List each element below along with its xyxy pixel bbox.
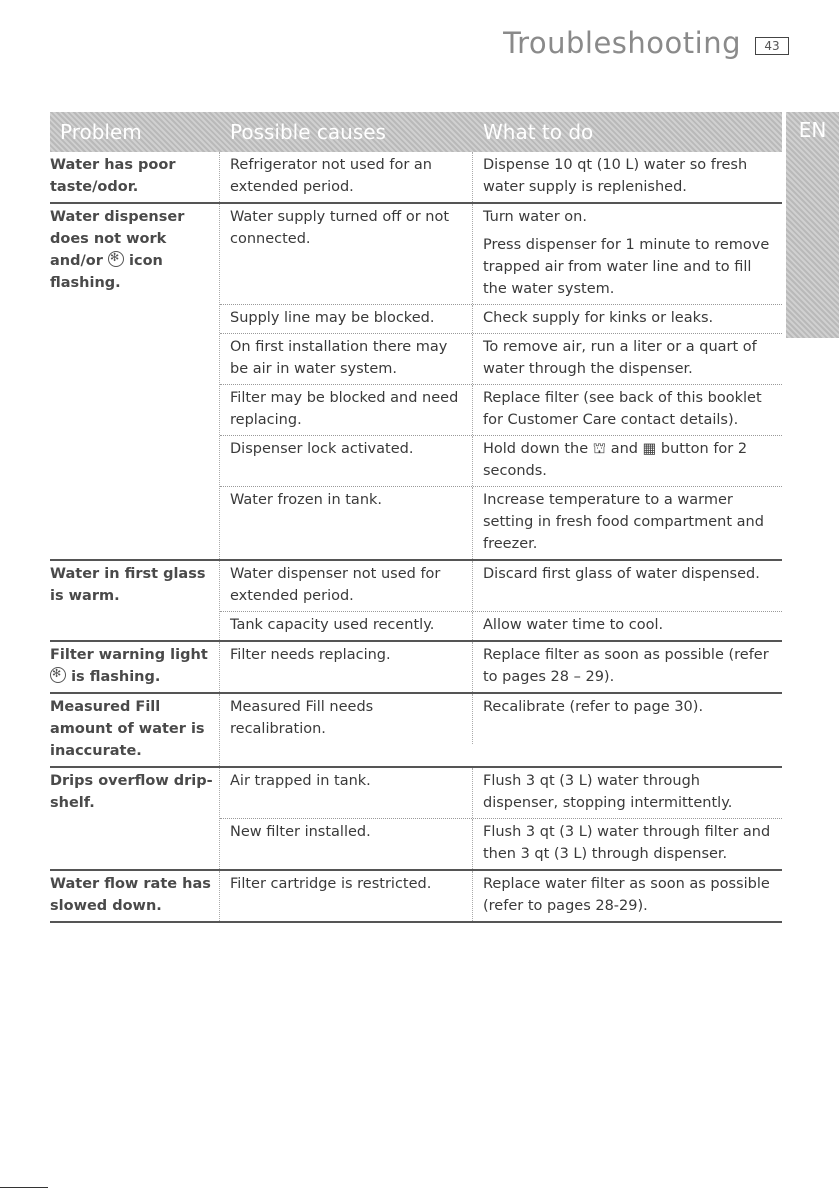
problem-text: Drips overflow drip-shelf. bbox=[50, 773, 213, 811]
cause-cell: Air trapped in tank. bbox=[220, 768, 473, 818]
cause-list bbox=[220, 561, 782, 640]
problem-cell bbox=[50, 694, 220, 766]
action-text: Hold down the ⛫ and ▦ button for 2 seconds. bbox=[483, 441, 748, 479]
problem-cell bbox=[50, 152, 220, 202]
action-cell bbox=[473, 487, 782, 559]
cause-cell: New filter installed. bbox=[220, 819, 473, 869]
cause-cell: Supply line may be blocked. bbox=[220, 305, 473, 333]
troubleshooting-table bbox=[50, 112, 782, 923]
problem-text-suffix: is flashing. bbox=[71, 669, 161, 685]
action-text: Turn water on. bbox=[483, 209, 587, 225]
table-row bbox=[220, 385, 782, 436]
filter-light-icon bbox=[50, 667, 66, 683]
cause-cell: Filter may be blocked and need replacing. bbox=[220, 385, 473, 435]
table-row bbox=[220, 204, 782, 305]
table-body bbox=[50, 152, 782, 923]
table-row bbox=[220, 305, 782, 334]
problem-text: Water dispenser does not work and/or bbox=[50, 209, 185, 269]
problem-cell bbox=[50, 768, 220, 869]
action-text: Check supply for kinks or leaks. bbox=[483, 310, 714, 326]
problem-cell bbox=[50, 204, 220, 559]
cause-cell: Measured Fill needs recalibration. bbox=[220, 694, 473, 744]
table-row bbox=[220, 561, 782, 612]
problem-group bbox=[50, 871, 782, 923]
cause-cell: Refrigerator not used for an extended period. bbox=[220, 152, 473, 202]
problem-cell bbox=[50, 561, 220, 640]
problem-text: Water has poor taste/odor. bbox=[50, 157, 176, 195]
cause-cell: Filter needs replacing. bbox=[220, 642, 473, 692]
action-cell bbox=[473, 385, 782, 435]
action-text: Allow water time to cool. bbox=[483, 617, 664, 633]
page-header bbox=[503, 26, 789, 60]
problem-group bbox=[50, 768, 782, 871]
action-text: Press dispenser for 1 minute to remove trapped air from water line and to fill the water system. bbox=[483, 237, 770, 297]
table-row bbox=[220, 612, 782, 640]
snowflake-circle-icon bbox=[108, 251, 124, 267]
cause-cell: Water frozen in tank. bbox=[220, 487, 473, 559]
cause-list bbox=[220, 871, 782, 921]
cause-list bbox=[220, 768, 782, 869]
cause-cell: Water supply turned off or not connected. bbox=[220, 204, 473, 304]
action-text: To remove air, run a liter or a quart of water through the dispenser. bbox=[483, 339, 757, 377]
action-cell bbox=[473, 694, 782, 744]
problem-group bbox=[50, 642, 782, 694]
page-title: Troubleshooting bbox=[503, 26, 741, 60]
header-what-to-do: What to do bbox=[483, 120, 594, 144]
problem-group bbox=[50, 152, 782, 204]
problem-group bbox=[50, 204, 782, 561]
problem-group bbox=[50, 561, 782, 642]
table-row bbox=[220, 436, 782, 487]
language-tab-label: EN bbox=[798, 118, 827, 142]
action-cell bbox=[473, 819, 782, 869]
cause-list bbox=[220, 152, 782, 202]
action-text: Flush 3 qt (3 L) water through dispenser, stopping intermittently. bbox=[483, 773, 733, 811]
table-row bbox=[220, 768, 782, 819]
problem-text: Water in first glass is warm. bbox=[50, 566, 206, 604]
cause-list bbox=[220, 204, 782, 559]
action-text: Replace water filter as soon as possible (refer to pages 28-29). bbox=[483, 876, 770, 914]
action-cell bbox=[473, 561, 782, 611]
action-text: Flush 3 qt (3 L) water through filter and then 3 qt (3 L) through dispenser. bbox=[483, 824, 771, 862]
action-cell bbox=[473, 768, 782, 818]
cause-cell: Tank capacity used recently. bbox=[220, 612, 473, 640]
cause-list bbox=[220, 642, 782, 692]
cause-cell: Water dispenser not used for extended period. bbox=[220, 561, 473, 611]
table-row bbox=[220, 642, 782, 692]
action-text: Dispense 10 qt (10 L) water so fresh water supply is replenished. bbox=[483, 157, 748, 195]
problem-text: Measured Fill amount of water is inaccurate. bbox=[50, 699, 205, 759]
action-cell bbox=[473, 871, 782, 921]
language-tab bbox=[786, 112, 839, 338]
action-text: Increase temperature to a warmer setting in fresh food compartment and freezer. bbox=[483, 492, 764, 552]
header-possible-causes: Possible causes bbox=[230, 120, 386, 144]
action-text: Replace filter as soon as possible (refer to pages 28 – 29). bbox=[483, 647, 769, 685]
table-header bbox=[50, 112, 782, 152]
action-cell bbox=[473, 204, 782, 304]
table-row bbox=[220, 694, 782, 744]
action-cell bbox=[473, 334, 782, 384]
action-cell bbox=[473, 612, 782, 640]
table-row bbox=[220, 334, 782, 385]
action-text: Replace filter (see back of this booklet for Customer Care contact details). bbox=[483, 390, 762, 428]
problem-text-suffix: icon flashing. bbox=[50, 253, 163, 291]
table-row bbox=[220, 487, 782, 559]
cause-cell: Dispenser lock activated. bbox=[220, 436, 473, 486]
action-cell bbox=[473, 152, 782, 202]
problem-text: Water flow rate has slowed down. bbox=[50, 876, 211, 914]
page-edge-mark bbox=[0, 1187, 48, 1188]
problem-cell bbox=[50, 642, 220, 692]
problem-group bbox=[50, 694, 782, 768]
action-cell bbox=[473, 642, 782, 692]
action-cell bbox=[473, 436, 782, 486]
table-row bbox=[220, 819, 782, 869]
problem-cell bbox=[50, 871, 220, 921]
problem-text: Filter warning light bbox=[50, 647, 208, 663]
cause-cell: On first installation there may be air in water system. bbox=[220, 334, 473, 384]
header-problem: Problem bbox=[60, 120, 142, 144]
page-number: 43 bbox=[755, 37, 789, 55]
action-cell bbox=[473, 305, 782, 333]
action-text: Recalibrate (refer to page 30). bbox=[483, 699, 704, 715]
table-row bbox=[220, 152, 782, 202]
cause-cell: Filter cartridge is restricted. bbox=[220, 871, 473, 921]
cause-list bbox=[220, 694, 782, 766]
table-row bbox=[220, 871, 782, 921]
action-text: Discard first glass of water dispensed. bbox=[483, 566, 760, 582]
